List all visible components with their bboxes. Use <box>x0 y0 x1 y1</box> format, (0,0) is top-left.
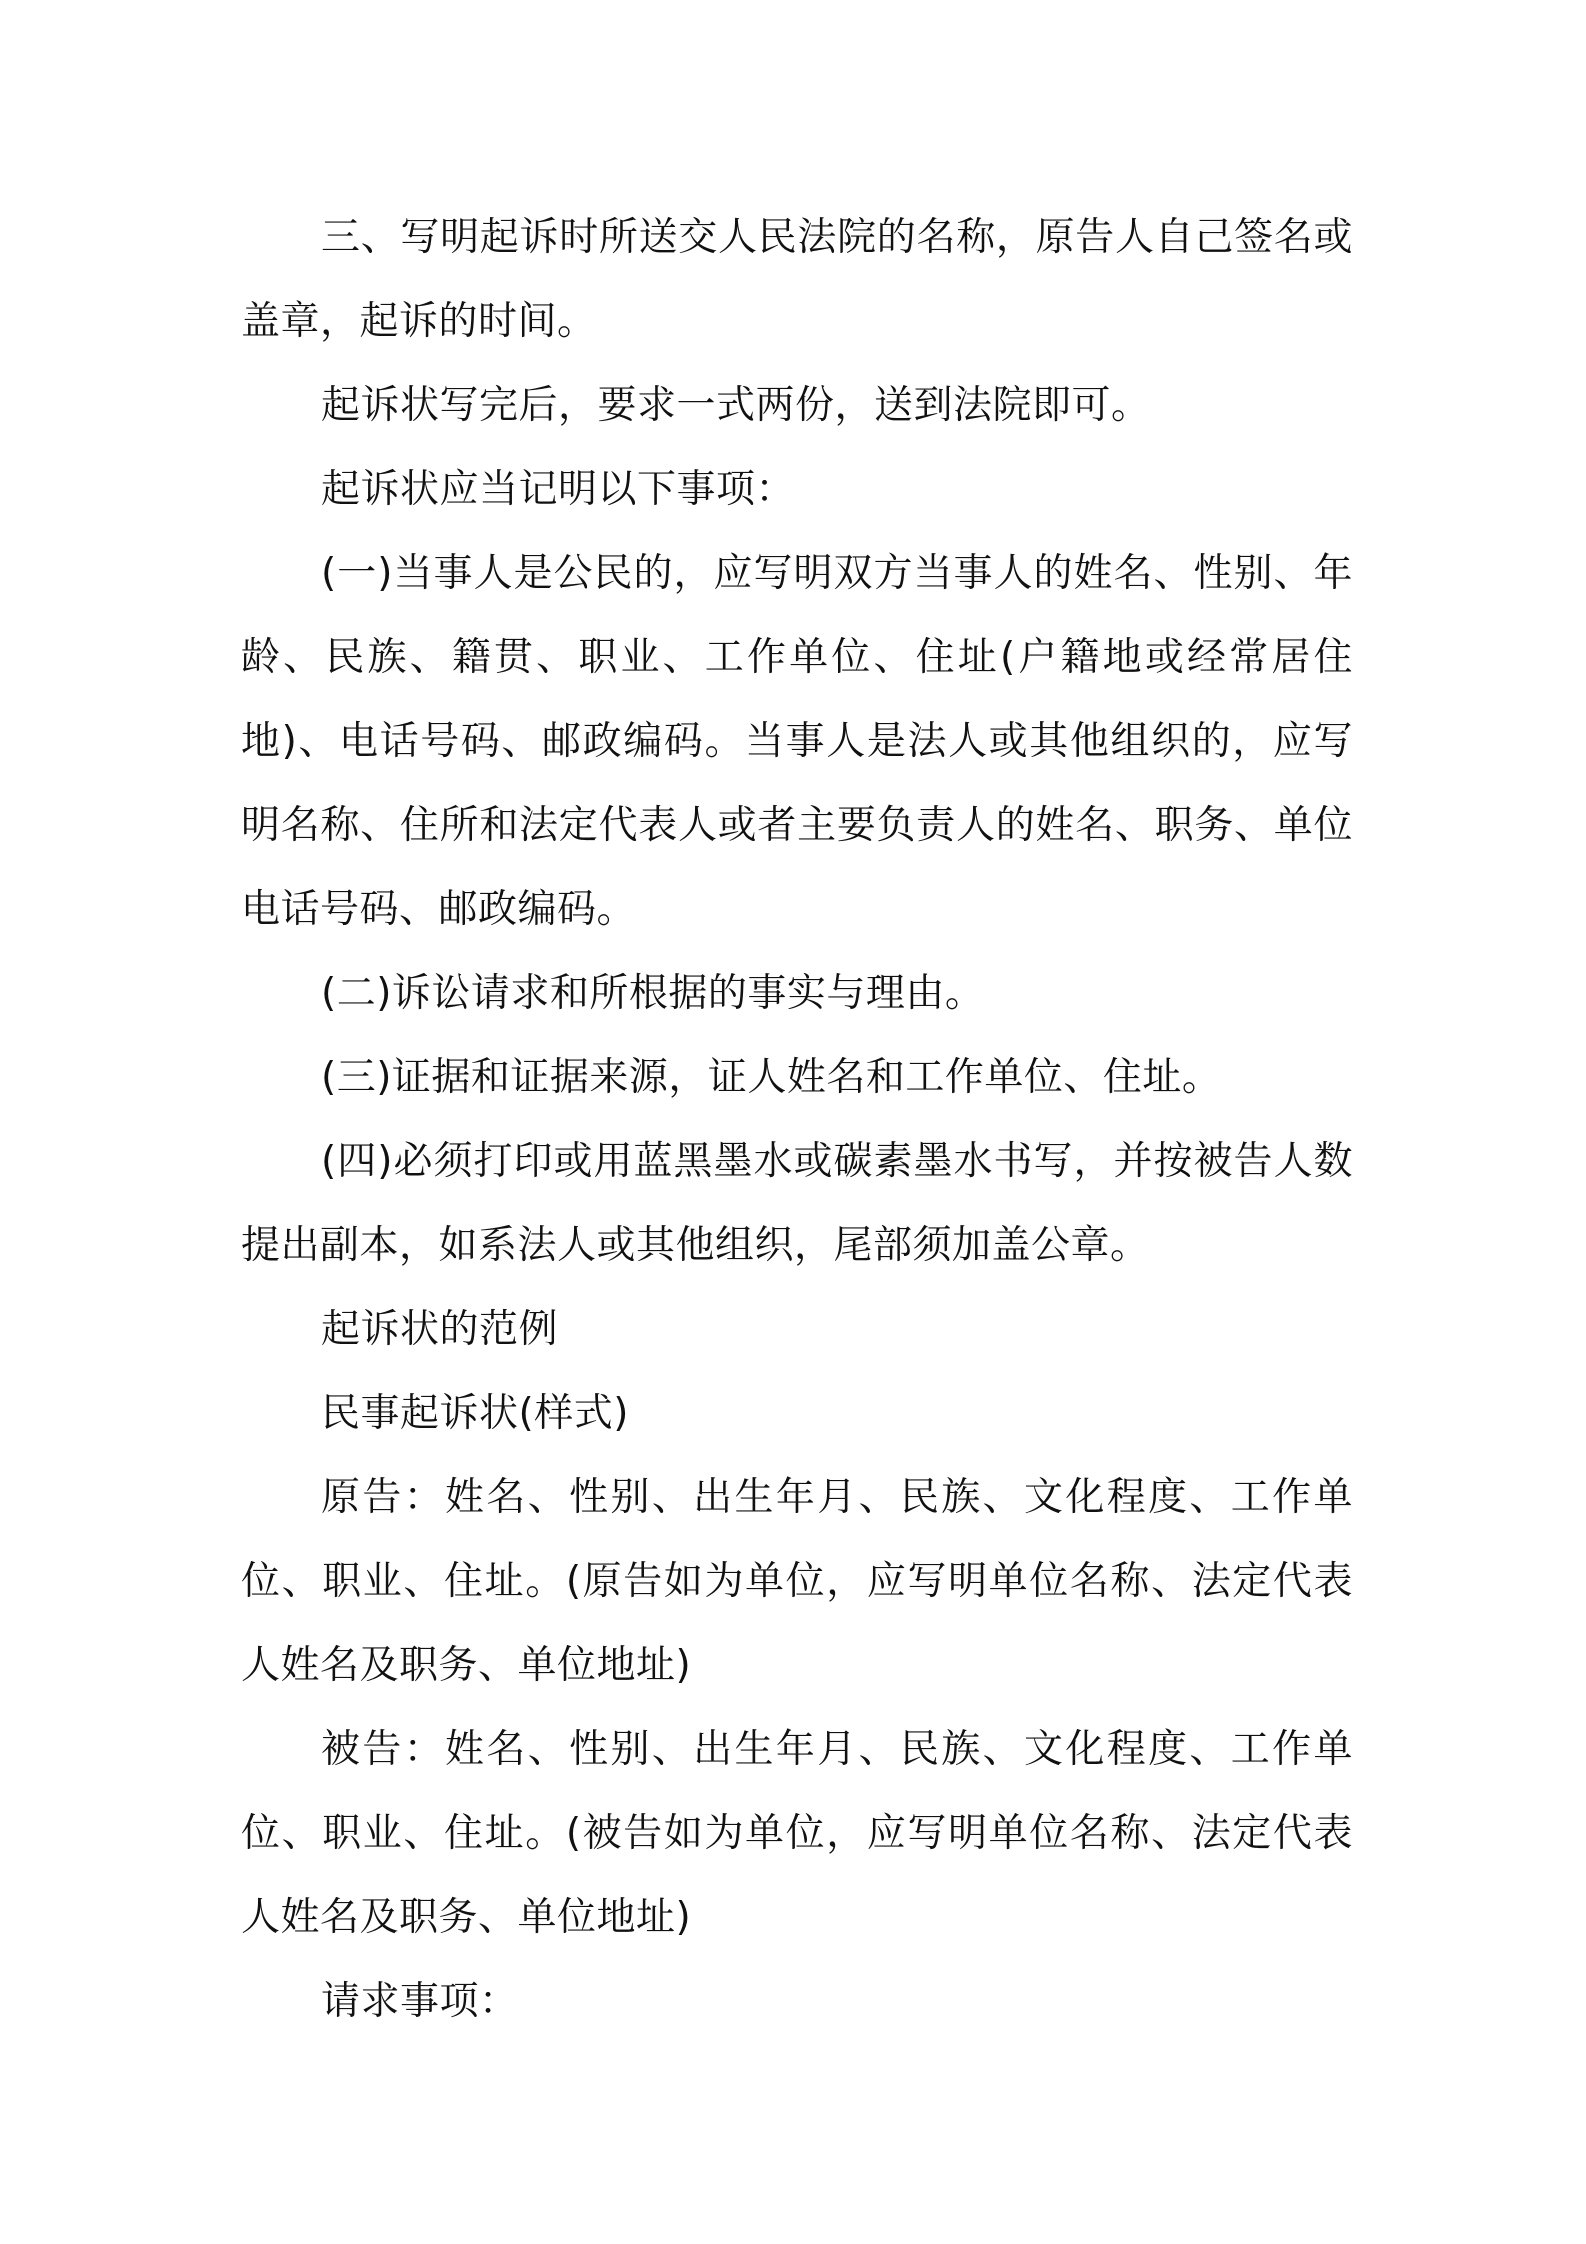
paragraph-example-heading: 起诉状的范例 <box>321 1307 559 1352</box>
paragraph-court-name: 三、写明起诉时所送交人民法院的名称，原告人自己签名或盖章，起诉的时间。 <box>241 215 1353 344</box>
paragraph-claims-heading: 请求事项： <box>321 1979 519 2024</box>
paragraph-copies: 起诉状写完后，要求一式两份，送到法院即可。 <box>321 383 1151 428</box>
paragraph-items-intro: 起诉状应当记明以下事项： <box>321 467 796 512</box>
paragraph-item-2-claims: (二)诉讼请求和所根据的事实与理由。 <box>321 971 985 1016</box>
document-body <box>241 196 1353 2044</box>
paragraph-item-1-parties: (一)当事人是公民的，应写明双方当事人的姓名、性别、年龄、民族、籍贯、职业、工作单位、住址(户籍地或经常居住地)、电话号码、邮政编码。当事人是法人或其他组织的，应写明名称、住所和法定代表人或者主要负责人的姓名、职务、单位电话号码、邮政编码。 <box>241 551 1353 932</box>
paragraph-item-4-format: (四)必须打印或用蓝黑墨水或碳素墨水书写，并按被告人数提出副本，如系法人或其他组织，尾部须加盖公章。 <box>241 1139 1353 1268</box>
paragraph-item-3-evidence: (三)证据和证据来源，证人姓名和工作单位、住址。 <box>321 1055 1222 1100</box>
paragraph-defendant: 被告：姓名、性别、出生年月、民族、文化程度、工作单位、职业、住址。(被告如为单位，应写明单位名称、法定代表人姓名及职务、单位地址) <box>241 1727 1353 1940</box>
paragraph-plaintiff: 原告：姓名、性别、出生年月、民族、文化程度、工作单位、职业、住址。(原告如为单位，应写明单位名称、法定代表人姓名及职务、单位地址) <box>241 1475 1353 1688</box>
paragraph-sample-title: 民事起诉状(样式) <box>321 1391 629 1436</box>
